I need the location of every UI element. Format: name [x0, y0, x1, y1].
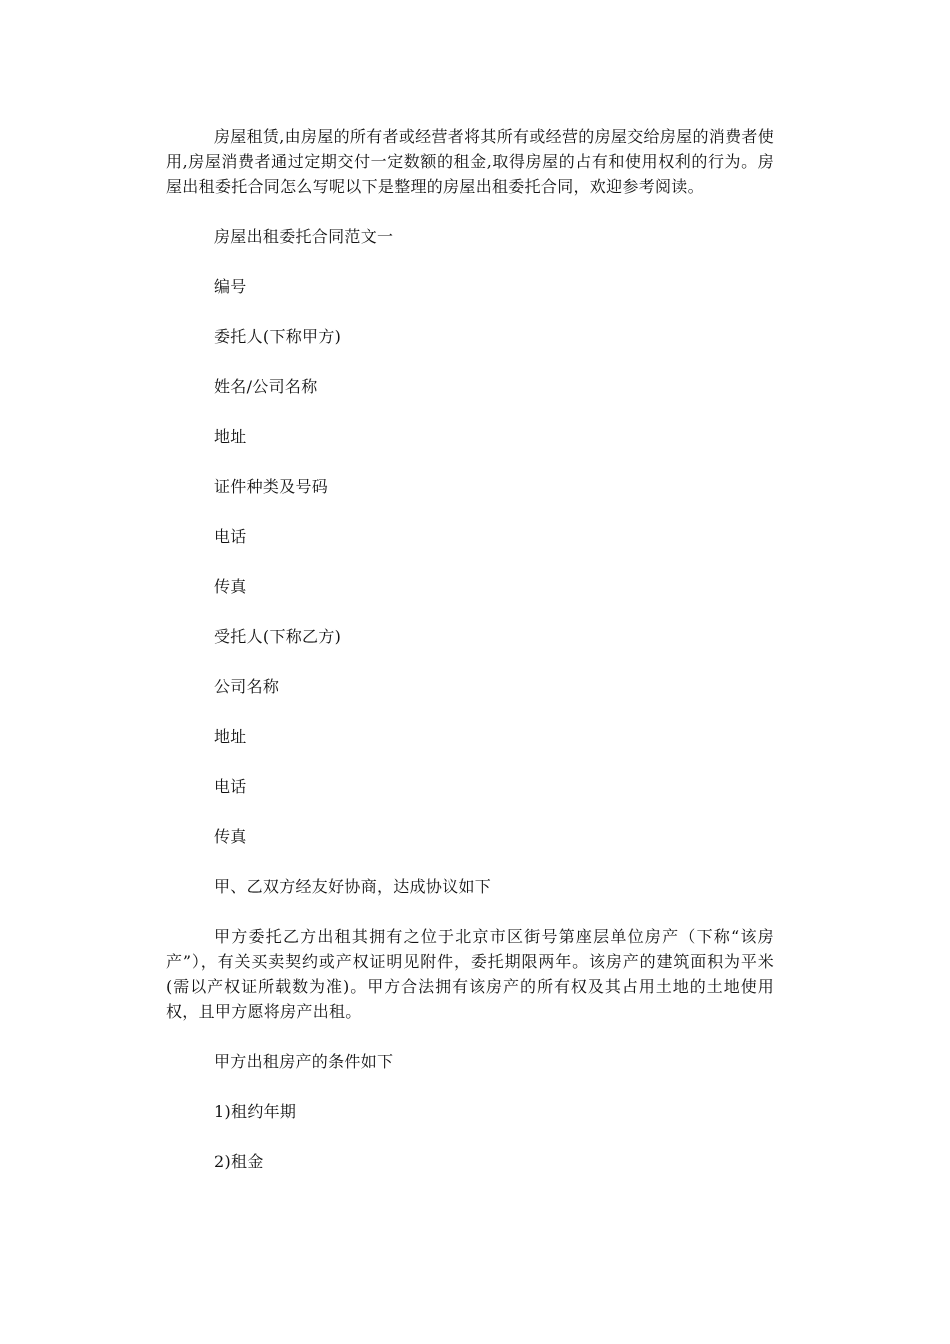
field-agent-address: 地址 — [214, 727, 247, 746]
paragraph-spacer — [166, 449, 774, 474]
paragraph-spacer — [166, 499, 774, 524]
paragraph-spacer — [166, 799, 774, 824]
paragraph-spacer — [166, 899, 774, 924]
paragraph-spacer — [166, 649, 774, 674]
field-principal-name: 姓名/公司名称 — [214, 377, 318, 396]
field-agent-phone: 电话 — [214, 777, 247, 796]
section-title: 房屋出租委托合同范文一 — [214, 227, 394, 246]
condition-item-rent: 2)租金 — [214, 1152, 264, 1171]
paragraph-spacer — [166, 549, 774, 574]
paragraph-spacer — [166, 299, 774, 324]
paragraph-spacer — [166, 349, 774, 374]
paragraph-spacer — [166, 749, 774, 774]
paragraph-spacer — [166, 1074, 774, 1099]
clause-paragraph: 甲方委托乙方出租其拥有之位于北京市区街号第座层单位房产（下称“该房产”），有关买卖契约或产权证明见附件，委托期限两年。该房产的建筑面积为平米(需以产权证所载数为准)。甲方合法拥有该房产的所有权及其占用土地的土地使用权，且甲方愿将房产出租。 — [166, 927, 774, 1021]
field-principal-address: 地址 — [214, 427, 247, 446]
field-principal-fax: 传真 — [214, 577, 247, 596]
principal-heading: 委托人(下称甲方) — [214, 327, 342, 346]
field-principal-id: 证件种类及号码 — [214, 477, 329, 496]
field-number: 编号 — [214, 277, 247, 296]
field-principal-phone: 电话 — [214, 527, 247, 546]
paragraph-spacer — [166, 1124, 774, 1149]
paragraph-spacer — [166, 849, 774, 874]
paragraph-spacer — [166, 199, 774, 224]
agreement-intro: 甲、乙双方经友好协商，达成协议如下 — [214, 877, 492, 896]
paragraph-spacer — [166, 1024, 774, 1049]
intro-paragraph: 房屋租赁,由房屋的所有者或经营者将其所有或经营的房屋交给房屋的消费者使用,房屋消费者通过定期交付一定数额的租金,取得房屋的占有和使用权利的行为。房屋出租委托合同怎么写呢以下是整理的房屋出租委托合同，欢迎参考阅读。 — [166, 127, 774, 196]
paragraph-spacer — [166, 249, 774, 274]
agent-heading: 受托人(下称乙方) — [214, 627, 342, 646]
field-agent-company: 公司名称 — [214, 677, 280, 696]
condition-item-term: 1)租约年期 — [214, 1102, 297, 1121]
paragraph-spacer — [166, 699, 774, 724]
paragraph-spacer — [166, 599, 774, 624]
conditions-heading: 甲方出租房产的条件如下 — [214, 1052, 394, 1071]
paragraph-spacer — [166, 399, 774, 424]
document-body — [166, 124, 774, 1174]
field-agent-fax: 传真 — [214, 827, 247, 846]
